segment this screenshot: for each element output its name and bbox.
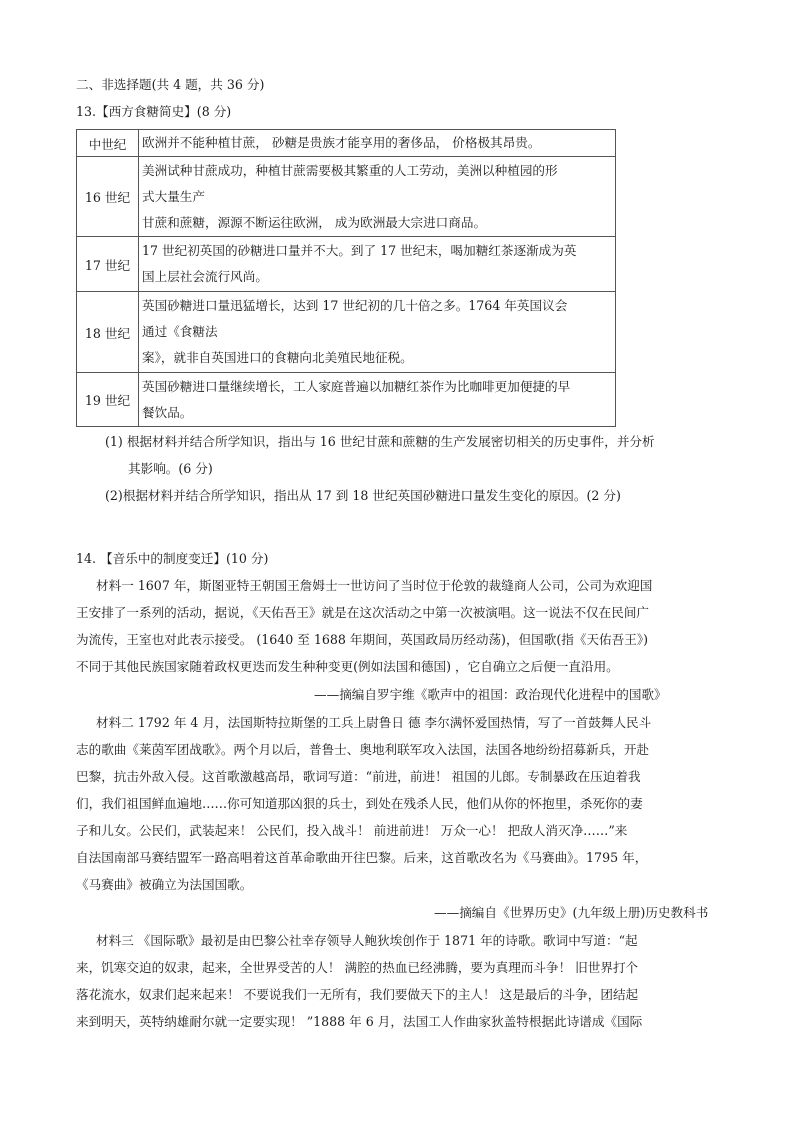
era-cell: 16 世纪 xyxy=(77,157,139,237)
era-cell: 中世纪 xyxy=(77,130,139,157)
table-row xyxy=(77,237,616,292)
material-1-line: 王安排了一系列的活动，据说，《天佑吾王》就是在这次活动之中第一次被演唱。这一说法不仅在民间广 xyxy=(76,605,650,620)
description-cell xyxy=(139,130,616,157)
description-cell xyxy=(139,237,616,292)
material-3-line: 材料三 《国际歌》最初是由巴黎公社幸存领导人鲍狄埃创作于 1871 年的诗歌。歌词中写道：“起 xyxy=(96,933,638,948)
sub-question-1-cont: 其影响。(6 分) xyxy=(128,461,213,476)
material-1-line: 为流传，王室也对此表示接受。 (1640 至 1688 年期间，英国政局历经动荡)，但国歌(指《天佑吾王》) xyxy=(76,632,649,647)
table-row xyxy=(77,130,616,157)
material-3-line: 落花流水，奴隶们起来起来！ 不要说我们一无所有，我们要做天下的主人！ 这是最后的斗争，团结起 xyxy=(76,987,639,1002)
material-1-source: ——摘编自罗宇维《歌声中的祖国：政治现代化进程中的国歌》 xyxy=(314,687,667,702)
description-cell xyxy=(139,157,616,237)
table-row xyxy=(77,157,616,237)
material-2-source: ——摘编自《世界历史》(九年级上册)历史教科书 xyxy=(434,905,709,920)
description-line: 国上层社会流行风尚。 xyxy=(142,269,268,284)
material-2-line: 子和儿女。公民们，武装起来！ 公民们，投入战斗！ 前进前进！ 万众一心！ 把敌人消灭净……”来 xyxy=(76,823,628,838)
material-2-line: 们，我们祖国鲜血遍地……你可知道那凶狠的兵士，到处在残杀人民，他们从你的怀抱里，杀死你的妻 xyxy=(76,796,643,811)
description-line: 甘蔗和蔗糖，源源不断运往欧洲， 成为欧洲最大宗进口商品。 xyxy=(142,214,487,230)
description-line: 餐饮品。 xyxy=(142,404,193,420)
description-line: 美洲试种甘蔗成功，种植甘蔗需要极其繁重的人工劳动，美洲以种植园的形 xyxy=(142,162,558,178)
question-13-heading: 13.【西方食糖简史】(8 分) xyxy=(76,104,232,119)
table-row xyxy=(77,373,616,427)
material-3-line: 来到明天，英特纳雄耐尔就一定要实现！ ”1888 年 6 月，法国工人作曲家狄盖特根据此诗谱成《国际 xyxy=(76,1014,643,1029)
material-2-line: 材料二 1792 年 4 月，法国斯特拉斯堡的工兵上尉鲁日 德 李尔满怀爱国热情，写了一首鼓舞人民斗 xyxy=(96,715,652,730)
description-cell xyxy=(139,373,616,427)
era-cell: 17 世纪 xyxy=(77,237,139,292)
description-line: 英国砂糖进口量继续增长，工人家庭普遍以加糖红茶作为比咖啡更加便捷的早 xyxy=(142,378,571,394)
material-1-line: 材料一 1607 年，斯图亚特王朝国王詹姆士一世访问了当时位于伦敦的裁缝商人公司，公司为欢迎国 xyxy=(96,578,653,593)
sugar-history-table xyxy=(76,129,616,427)
description-line: 英国砂糖进口量迅猛增长，达到 17 世纪初的几十倍之多。1764 年英国议会 xyxy=(142,298,568,313)
era-cell: 18 世纪 xyxy=(77,292,139,373)
description-cell xyxy=(139,292,616,373)
material-2-line: 巴黎，抗击外敌入侵。这首歌激越高昂，歌词写道：“前进，前进！ 祖国的儿郎。专制暴政在压迫着我 xyxy=(76,769,641,784)
material-1-line: 不同于其他民族国家随着政权更迭而发生种种变更(例如法国和德国) ，它自确立之后便一直沿用。 xyxy=(76,659,619,674)
sub-question-1: (1) 根据材料并结合所学知识，指出与 16 世纪甘蔗和蔗糖的生产发展密切相关的历史事件，并分析 xyxy=(105,434,655,449)
description-line: 通过《食糖法 xyxy=(142,324,218,339)
question-14-heading: 14. 【音乐中的制度变迁】(10 分) xyxy=(76,551,269,566)
description-line: 17 世纪初英国的砂糖进口量并不大。到了 17 世纪末，喝加糖红茶逐渐成为英 xyxy=(142,243,577,258)
material-2-line: 自法国南部马赛结盟军一路高唱着这首革命歌曲开往巴黎。后来，这首歌改名为《马赛曲》。1795 年， xyxy=(76,850,648,865)
description-line: 式大量生产 xyxy=(142,188,205,204)
sub-question-2: (2)根据材料并结合所学知识，指出从 17 到 18 世纪英国砂糖进口量发生变化的原因。(2 分) xyxy=(105,488,621,503)
section-title: 二、非选择题(共 4 题，共 36 分) xyxy=(76,77,265,92)
table-row xyxy=(77,292,616,373)
description-line: 欧洲并不能种植甘蔗， 砂糖是贵族才能享用的奢侈品， 价格极其昂贵。 xyxy=(142,135,541,150)
material-2-line: 志的歌曲《莱茵军团战歌》。两个月以后，普鲁士、奥地利联军攻入法国，法国各地纷纷招募新兵，开赴 xyxy=(76,742,650,757)
description-line: 案》，就非自英国进口的食糖向北美殖民地征税。 xyxy=(142,350,413,365)
material-3-line: 来，饥寒交迫的奴隶，起来，全世界受苦的人！ 满腔的热血已经沸腾，要为真理而斗争！ 旧世界打个 xyxy=(76,960,639,975)
material-2-line: 《马赛曲》被确立为法国国歌。 xyxy=(76,877,253,892)
era-cell: 19 世纪 xyxy=(77,373,139,427)
